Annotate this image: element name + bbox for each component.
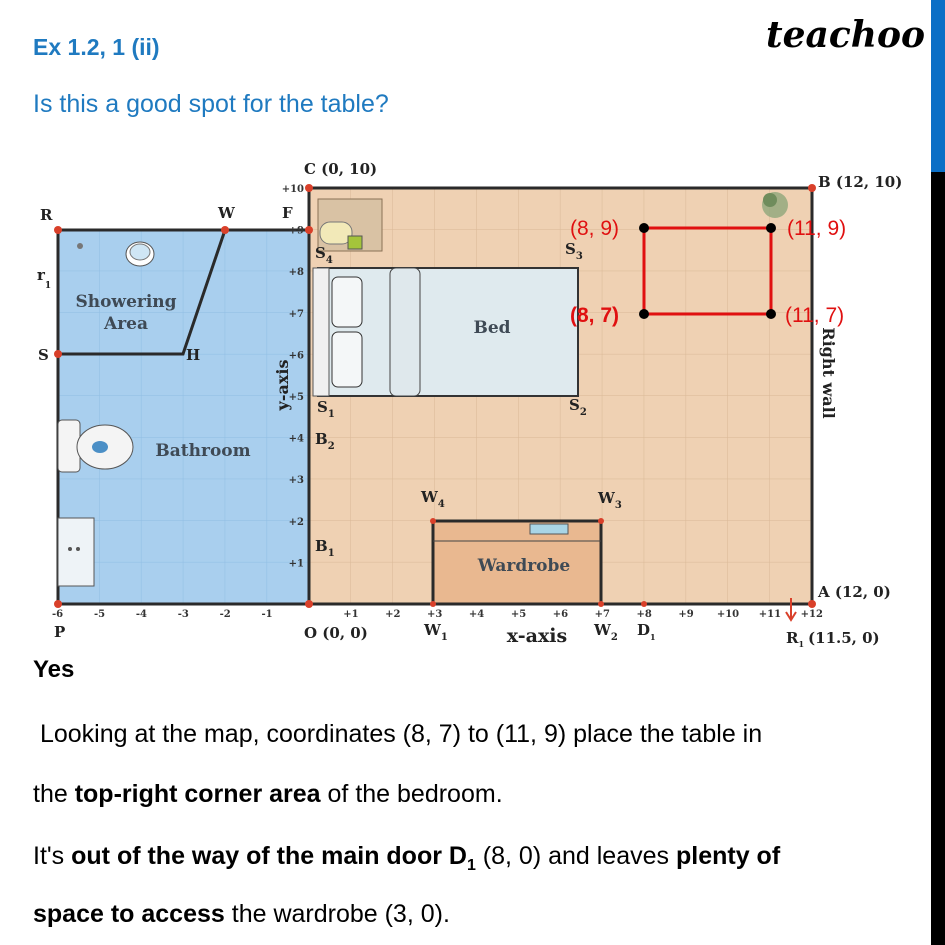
question-text: Is this a good spot for the table? — [33, 90, 389, 118]
label-b1: $B_1$ — [315, 537, 335, 559]
label-r: R — [40, 206, 53, 224]
label-w1: $W_1$ — [424, 621, 448, 643]
corner-label-br: (11, 7) — [785, 304, 845, 327]
label-b: B (12, 10) — [818, 173, 903, 191]
x-tick-label: +9 — [678, 609, 694, 620]
room-label-shower: Showering — [75, 292, 177, 312]
x-tick-label: +11 — [758, 609, 782, 620]
x-tick-label: +3 — [427, 609, 443, 620]
label-c: C (0, 10) — [304, 160, 378, 178]
body-line-2: the top-right corner area of the bedroom. — [33, 780, 503, 808]
y-tick-label: +8 — [288, 267, 304, 279]
label-s3: $S_3$ — [565, 240, 583, 262]
y-tick-label: +10 — [281, 184, 304, 195]
x-tick-label: -4 — [135, 609, 147, 620]
y-tick-label: +6 — [288, 350, 304, 362]
x-tick-label: -3 — [177, 609, 189, 620]
room-label-shower-2: Area — [104, 314, 148, 334]
right-wall-label: Right wall — [819, 327, 838, 419]
room-label-bathroom: Bathroom — [155, 441, 251, 461]
x-tick-label: +7 — [594, 609, 610, 620]
x-axis-label: x-axis — [506, 625, 568, 647]
x-tick-label: -6 — [52, 609, 64, 620]
y-axis-label: y-axis — [273, 359, 292, 411]
label-s: S — [38, 346, 49, 364]
label-r1: $r_1$ — [37, 266, 52, 291]
x-tick-label: +4 — [468, 609, 485, 620]
nightstand-icon — [318, 199, 382, 251]
teachoo-logo: teachoo — [766, 14, 925, 56]
y-tick-label: +3 — [288, 475, 304, 487]
x-tick-label: -2 — [219, 609, 231, 620]
label-w4: $W_4$ — [421, 488, 445, 510]
label-d1: $D_1$ — [637, 621, 656, 642]
bucket-icon — [126, 242, 154, 266]
x-tick-label: +2 — [385, 609, 401, 620]
room-label-wardrobe: Wardrobe — [477, 556, 571, 576]
y-tick-label: +7 — [288, 308, 304, 320]
sink-icon — [58, 518, 94, 586]
x-tick-label: +12 — [800, 609, 823, 620]
label-r1-entry: $R_1$ (11.5, 0) — [786, 629, 880, 649]
answer: Yes — [33, 656, 75, 683]
x-tick-label: +5 — [510, 609, 527, 620]
label-s4: $S_4$ — [315, 244, 333, 266]
x-axis-ticks — [52, 609, 823, 620]
label-w3: $W_3$ — [598, 489, 622, 511]
label-s2: $S_2$ — [569, 396, 587, 418]
label-f: F — [282, 204, 293, 222]
label-h: H — [186, 346, 201, 364]
corner-label-tr: (11, 9) — [787, 217, 847, 240]
x-tick-label: +6 — [552, 609, 569, 620]
corner-label-tl: (8, 9) — [570, 217, 620, 240]
body-line-4: space to access the wardrobe (3, 0). — [33, 900, 450, 928]
y-tick-label: +4 — [288, 433, 304, 445]
x-tick-label: +10 — [716, 609, 740, 620]
y-tick-label: +5 — [288, 392, 304, 403]
x-tick-label: -1 — [261, 609, 273, 620]
x-tick-label: +8 — [636, 609, 652, 620]
y-tick-label: +2 — [288, 516, 304, 528]
label-p: P — [54, 623, 66, 641]
label-w2: $W_2$ — [594, 621, 618, 643]
label-o: O (0, 0) — [304, 624, 368, 642]
body-line-1: Looking at the map, coordinates (8, 7) to (11, 9) place the table in — [33, 720, 763, 748]
y-tick-label: +1 — [288, 558, 304, 570]
y-tick-label: +9 — [288, 225, 304, 237]
plant-icon — [762, 192, 788, 218]
exercise-title: Ex 1.2, 1 (ii) — [33, 34, 160, 60]
label-b2: $B_2$ — [315, 430, 335, 452]
corner-label-bl: (8, 7) — [570, 304, 620, 327]
body-line-3: It's out of the way of the main door $D_1$ (8, 0) and leaves plenty of — [33, 842, 781, 874]
bed-icon — [313, 268, 578, 396]
x-tick-label: +1 — [343, 609, 359, 620]
label-s1: $S_1$ — [317, 398, 335, 420]
room-label-bed: Bed — [473, 318, 511, 338]
label-w: W — [218, 204, 235, 222]
label-a: A (12, 0) — [818, 583, 891, 601]
x-tick-label: -5 — [93, 609, 106, 620]
